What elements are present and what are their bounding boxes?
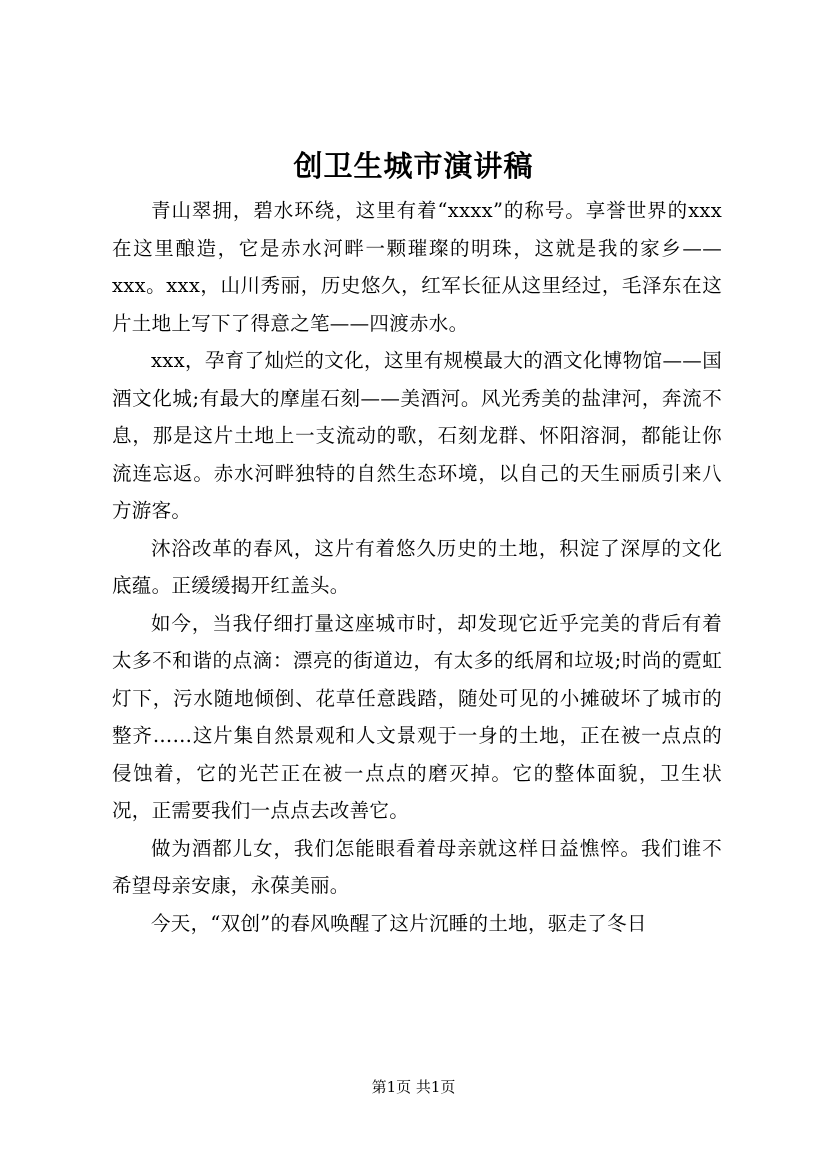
document-title: 创卫生城市演讲稿: [293, 149, 534, 183]
paragraph: 今天，“双创”的春风唤醒了这片沉睡的土地，驱走了冬日: [151, 911, 647, 935]
paragraph: 青山翠拥，碧水环绕，这里有着“xxxx”的称号。享誉世界的xxx在这里酿造，它是赤水河畔一颗璀璨的明珠，这就是我的家乡——xxx。xxx，山川秀丽，历史悠久，红军长征从这里经过，毛泽东在这片土地上写下了得意之笔——四渡赤水。: [112, 199, 722, 335]
page-number-footer: 第1页 共1页: [371, 1078, 456, 1096]
paragraph: 沐浴改革的春风，这片有着悠久历史的土地，积淀了深厚的文化底蕴。正缓缓揭开红盖头。: [112, 536, 722, 597]
document-body: [112, 192, 722, 942]
paragraph: xxx，孕育了灿烂的文化，这里有规模最大的酒文化博物馆——国酒文化城;有最大的摩崖石刻——美酒河。风光秀美的盐津河，奔流不息，那是这片土地上一支流动的歌，石刻龙群、怀阳溶洞，都能让你流连忘返。赤水河畔独特的自然生态环境，以自己的天生丽质引来八方游客。: [112, 349, 722, 522]
paragraph: 如今，当我仔细打量这座城市时，却发现它近乎完美的背后有着太多不和谐的点滴：漂亮的街道边，有太多的纸屑和垃圾;时尚的霓虹灯下，污水随地倾倒、花草任意践踏，随处可见的小摊破坏了城市的整齐……这片集自然景观和人文景观于一身的土地，正在被一点点的侵蚀着，它的光芒正在被一点点的磨灭掉。它的整体面貌，卫生状况，正需要我们一点点去改善它。: [112, 611, 723, 822]
paragraph: 做为酒都儿女，我们怎能眼看着母亲就这样日益憔悴。我们谁不希望母亲安康，永葆美丽。: [112, 836, 722, 897]
